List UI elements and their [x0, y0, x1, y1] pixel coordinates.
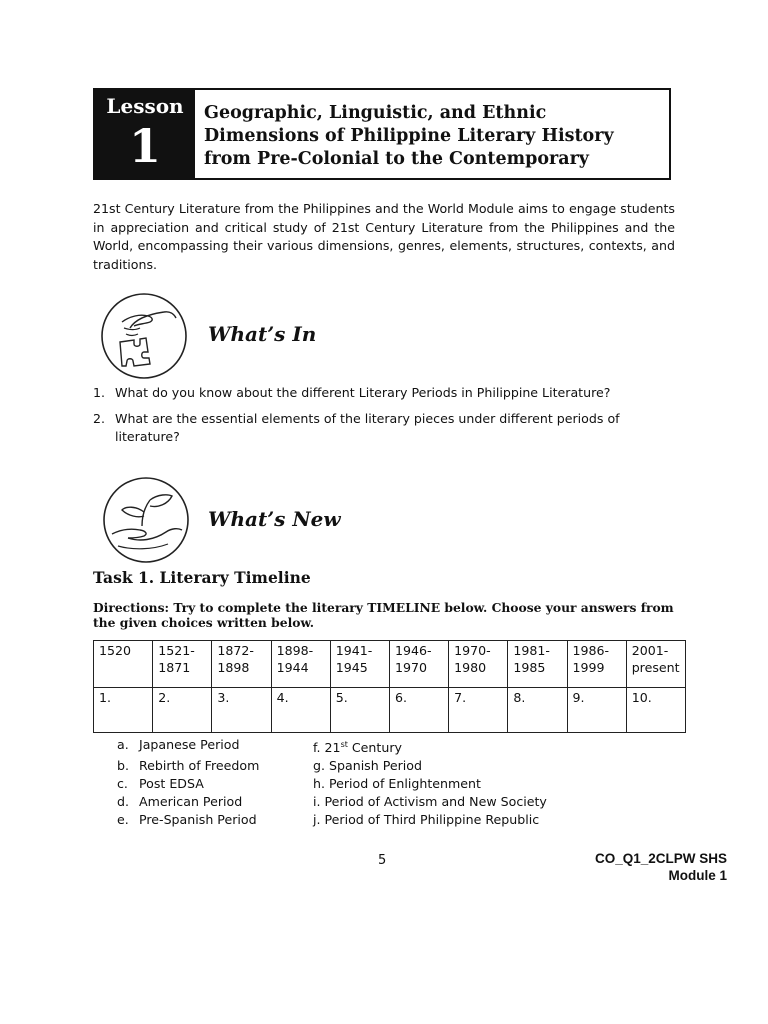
- choice-text: Japanese Period: [139, 737, 240, 752]
- choice-letter: c.: [117, 776, 128, 792]
- year-text: 1521-: [158, 643, 195, 658]
- year-text: 1945: [335, 660, 368, 675]
- year-text: 1986-: [572, 643, 610, 658]
- year-cell: [449, 641, 508, 688]
- answer-cell[interactable]: 8.: [508, 688, 567, 733]
- answer-cell[interactable]: 5.: [330, 688, 389, 733]
- question-number: 2.: [93, 411, 106, 426]
- year-text: 1981-: [513, 643, 550, 658]
- choice-text-right: h. Period of Enlightenment: [313, 776, 481, 792]
- lesson-title: [195, 90, 669, 178]
- lesson-word: Lesson: [106, 94, 184, 118]
- whats-new-title: What’s New: [208, 507, 341, 531]
- list-item: [117, 793, 547, 811]
- hand-puzzle-piece-icon: [100, 292, 188, 380]
- choice-text: Pre-Spanish Period: [139, 812, 257, 828]
- footer-code-line: Module 1: [668, 868, 727, 883]
- choice-text-right: g. Spanish Period: [313, 758, 423, 774]
- lesson-badge: [95, 90, 195, 178]
- year-cell: [212, 641, 271, 688]
- year-cell: [153, 641, 212, 688]
- choice-text-right: f. 21st Century: [313, 740, 402, 756]
- year-text: 1941-: [335, 643, 373, 658]
- choice-letter: b.: [117, 758, 129, 774]
- year-text: 1898: [217, 660, 250, 675]
- year-text: 1944: [276, 660, 309, 675]
- choice-letter: d.: [117, 794, 129, 810]
- year-cell: [271, 641, 330, 688]
- year-text: 1872-: [217, 643, 254, 658]
- lesson-title-line: from Pre-Colonial to the Contemporary: [204, 149, 589, 169]
- year-text: 1871: [158, 660, 191, 675]
- year-cell: [626, 641, 685, 688]
- answer-cell[interactable]: 2.: [153, 688, 212, 733]
- lesson-title-line: Dimensions of Philippine Literary History: [204, 126, 614, 146]
- year-text: 1970-: [454, 643, 491, 658]
- choice-text: Rebirth of Freedom: [139, 758, 260, 774]
- choice-text-right: i. Period of Activism and New Society: [313, 794, 547, 810]
- list-item: [117, 811, 547, 829]
- year-text: 1980: [454, 660, 487, 675]
- lesson-number: 1: [128, 119, 161, 173]
- list-item: [117, 736, 547, 757]
- list-item: [93, 410, 677, 446]
- list-item: [117, 775, 547, 793]
- task-title: Task 1. Literary Timeline: [93, 568, 311, 587]
- choice-letter: a.: [117, 737, 129, 752]
- task-directions: Directions: Try to complete the literary TIMELINE below. Choose your answers from the given choices written below.: [93, 600, 674, 630]
- lesson-header: [93, 88, 671, 180]
- question-text: What are the essential elements of the literary pieces under different periods of literature?: [115, 411, 620, 444]
- choice-text-right: j. Period of Third Philippine Republic: [313, 812, 540, 828]
- literary-timeline-table: [93, 640, 686, 733]
- year-text: 1985: [513, 660, 546, 675]
- choice-text: Post EDSA: [139, 776, 204, 792]
- year-text: 1999: [572, 660, 605, 675]
- hand-sprout-icon: [102, 476, 190, 564]
- choice-text: American Period: [139, 794, 243, 810]
- question-number: 1.: [93, 385, 106, 400]
- answer-cell[interactable]: 3.: [212, 688, 271, 733]
- year-text: 1970: [394, 660, 427, 675]
- year-cell: [94, 641, 153, 688]
- year-text: 1520: [99, 643, 132, 658]
- year-text: 1946-: [394, 643, 432, 658]
- answer-cell[interactable]: 6.: [389, 688, 448, 733]
- year-cell: [508, 641, 567, 688]
- year-cell: [389, 641, 448, 688]
- table-row: [94, 688, 686, 733]
- list-item: [117, 757, 547, 775]
- footer-code-line: CO_Q1_2CLPW SHS: [594, 851, 727, 866]
- answer-cell[interactable]: 7.: [449, 688, 508, 733]
- footer-module-code: [595, 850, 727, 884]
- whats-in-questions: [93, 384, 677, 454]
- choices-list: [117, 736, 547, 829]
- year-text: 2001-: [631, 643, 669, 658]
- year-cell: [330, 641, 389, 688]
- year-text: 1898-: [276, 643, 314, 658]
- year-cell: [567, 641, 626, 688]
- page-number: 5: [378, 853, 387, 868]
- list-item: [93, 384, 677, 402]
- lesson-title-line: Geographic, Linguistic, and Ethnic: [204, 103, 547, 123]
- intro-paragraph: 21st Century Literature from the Philippines and the World Module aims to engage students in appreciation and critical study of 21st Century Literature from the Philippines and the World, encompassing their various dimensions, genres, elements, structures, contexts, and traditions.: [93, 201, 675, 272]
- answer-cell[interactable]: 1.: [94, 688, 153, 733]
- whats-in-title: What’s In: [208, 322, 317, 346]
- table-row: [94, 641, 686, 688]
- question-text: What do you know about the different Literary Periods in Philippine Literature?: [115, 385, 611, 400]
- choice-letter: e.: [117, 812, 129, 828]
- answer-cell[interactable]: 4.: [271, 688, 330, 733]
- answer-cell[interactable]: 10.: [626, 688, 685, 733]
- answer-cell[interactable]: 9.: [567, 688, 626, 733]
- year-text: present: [631, 660, 680, 675]
